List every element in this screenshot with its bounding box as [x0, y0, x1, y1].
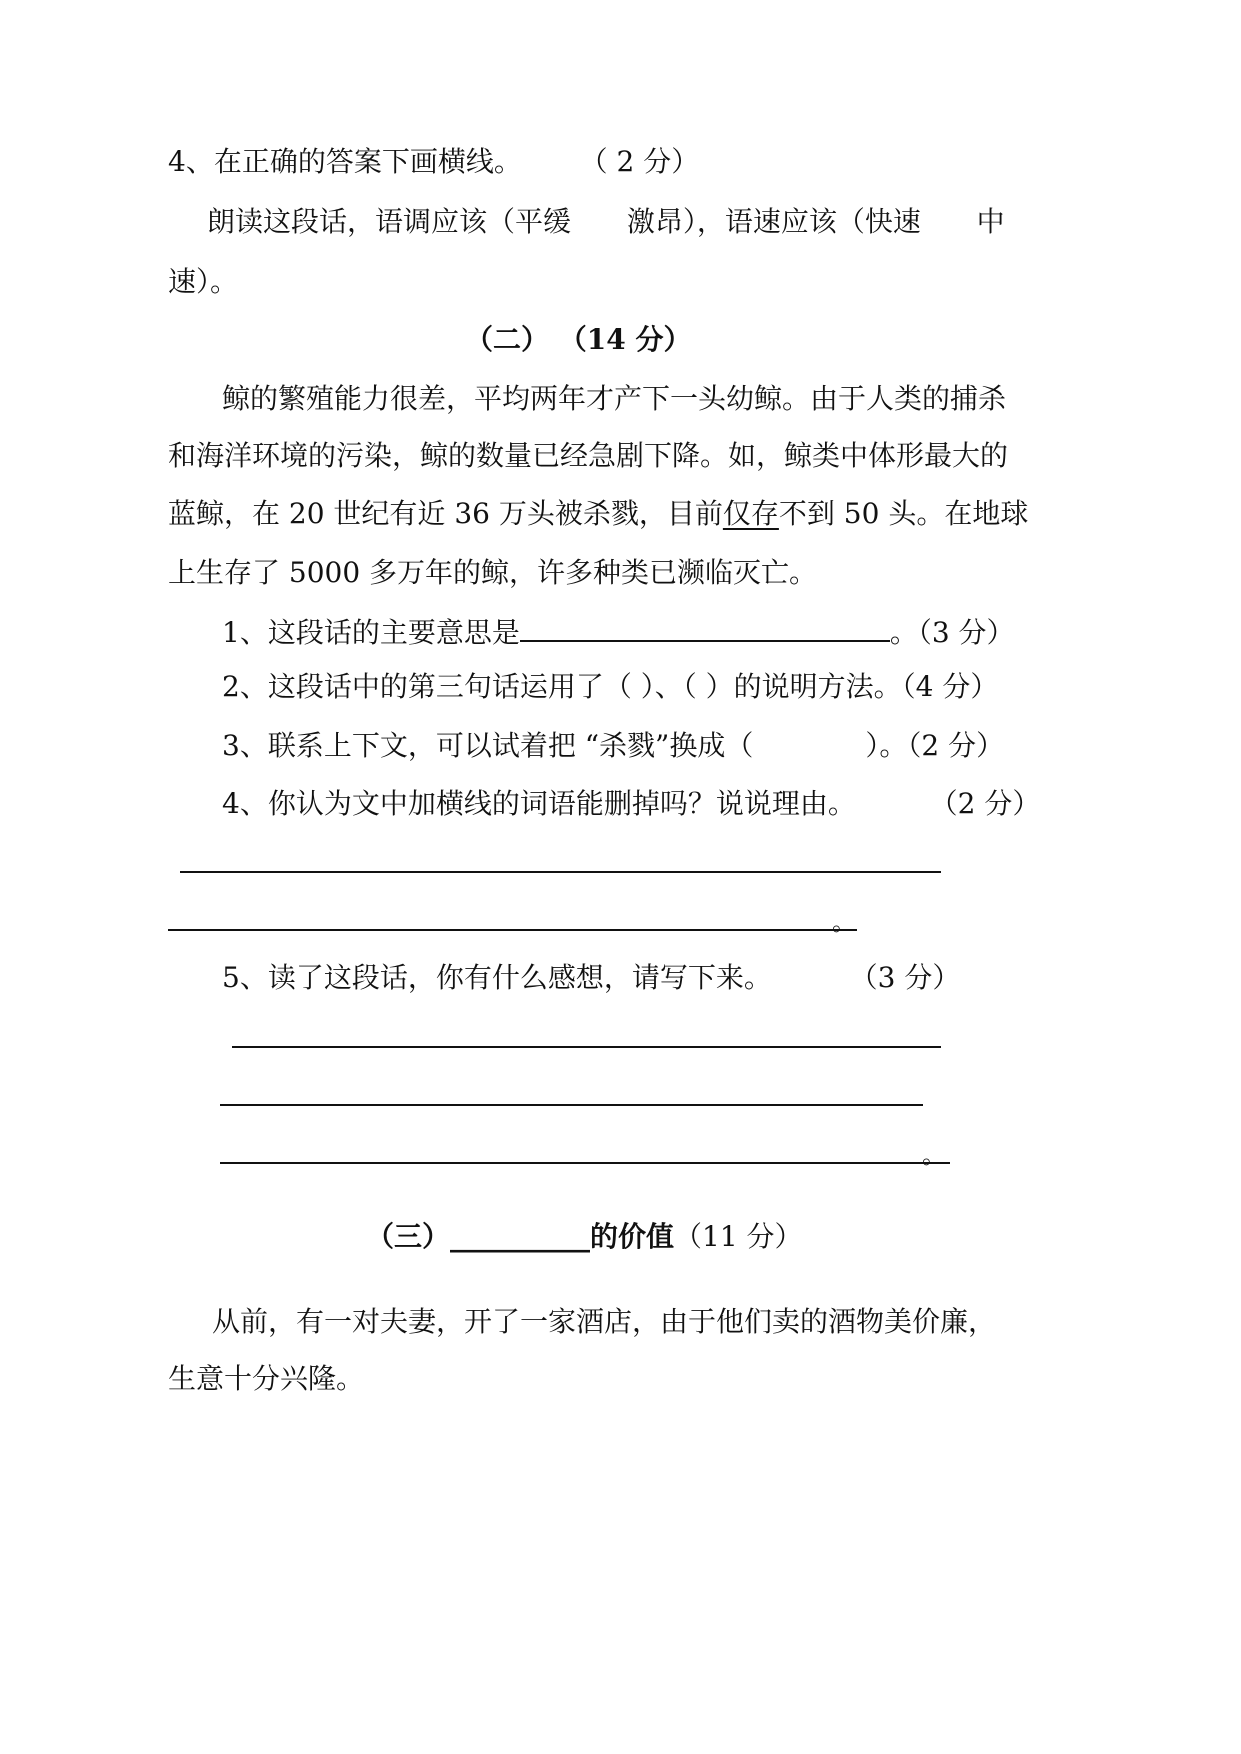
question-2-5-score: （3 分） [849, 961, 961, 994]
reading-options-part-1: 朗读这段话，语调应该（平缓 [207, 205, 572, 238]
question-4-prompt [168, 144, 699, 180]
question-4-text: 4、在正确的答案下画横线。 [168, 145, 522, 178]
answer-line-q5-2[interactable] [220, 1104, 923, 1106]
section-3-heading-title: 的价值 [590, 1220, 675, 1253]
reading-options-part-3: 中 [976, 205, 1005, 238]
answer-line-q5-3[interactable] [220, 1162, 950, 1164]
reading-options-line-2: 速）。 [168, 265, 239, 298]
question-2-3 [222, 728, 1004, 764]
answer-line-q4-2[interactable] [168, 929, 857, 931]
passage-2-line-3-start: 蓝鲸，在 20 世纪有近 36 万头被杀戮，目前 [168, 497, 723, 530]
question-2-4 [222, 786, 1040, 822]
answer-line-q5-1[interactable] [232, 1046, 941, 1048]
question-2-2: 2、这段话中的第三句话运用了（ ）、（ ）的说明方法。（4 分） [222, 670, 999, 703]
question-2-5 [222, 960, 960, 996]
underlined-word: 仅存 [722, 497, 779, 530]
passage-2-line-3-end: 不到 50 头。在地球 [778, 497, 1029, 530]
passage-3-line-1: 从前，有一对夫妻，开了一家酒店，由于他们卖的酒物美价廉， [212, 1305, 997, 1338]
passage-3-line-2: 生意十分兴隆。 [168, 1362, 365, 1395]
answer-line-q4-1[interactable] [180, 871, 941, 873]
passage-2-line-1: 鲸的繁殖能力很差，平均两年才产下一头幼鲸。由于人类的捕杀 [222, 382, 1007, 415]
question-2-4-text: 4、你认为文中加横线的词语能删掉吗？说说理由。 [222, 787, 856, 820]
question-2-3-score: ）。（2 分） [865, 729, 1005, 762]
section-3-title-blank[interactable]: __________ [450, 1220, 591, 1253]
question-2-3-text: 3、联系上下文，可以试着把 “杀戮”换成（ [222, 729, 754, 762]
section-3-heading [366, 1219, 803, 1255]
question-2-1-text: 1、这段话的主要意思是 [222, 616, 520, 649]
passage-2-line-4: 上生存了 5000 多万年的鲸，许多种类已濒临灭亡。 [168, 556, 818, 589]
section-2-heading: （二） （14 分） [465, 323, 692, 356]
question-2-5-text: 5、读了这段话，你有什么感想，请写下来。 [222, 961, 772, 994]
passage-2-line-2: 和海洋环境的污染，鲸的数量已经急剧下降。如，鲸类中体形最大的 [168, 439, 1009, 472]
passage-2-line-3 [168, 496, 1028, 532]
answer-line-q5-end-mark: 。 [922, 1141, 946, 1169]
reading-options-line [207, 204, 1005, 240]
question-4-score: （ 2 分） [579, 145, 700, 178]
section-3-heading-score: （11 分） [674, 1220, 803, 1253]
question-2-1 [222, 612, 1015, 651]
question-2-1-score: 。（3 分） [889, 616, 1015, 649]
answer-line-q4-end-mark: 。 [832, 908, 856, 936]
reading-options-part-2: 激昂），语速应该（快速 [626, 205, 921, 238]
question-2-4-score: （2 分） [929, 787, 1041, 820]
section-3-heading-number: （三） [366, 1220, 451, 1253]
answer-blank-main-idea[interactable] [520, 612, 890, 642]
